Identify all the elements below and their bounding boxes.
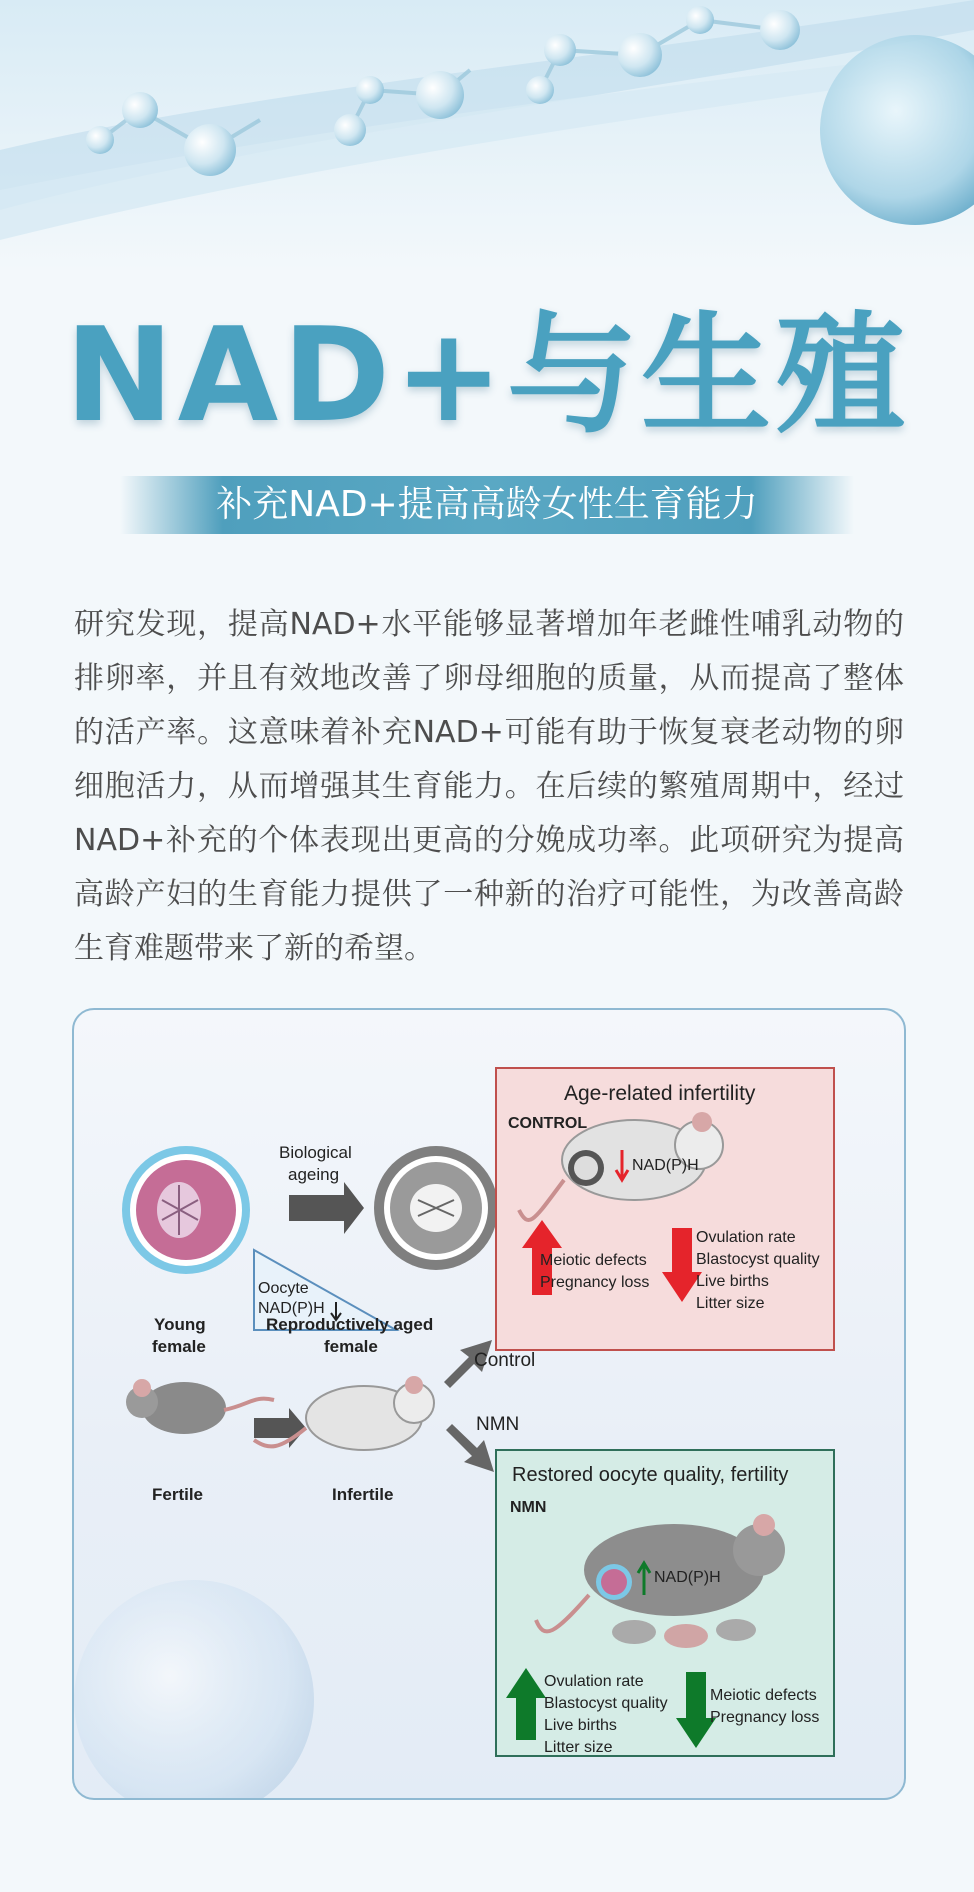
oocyte-label-1: Oocyte	[258, 1280, 309, 1297]
infertile-label: Infertile	[332, 1485, 394, 1504]
nmn-down-item-2: Pregnancy loss	[710, 1709, 820, 1726]
nmn-tag: NMN	[510, 1499, 547, 1516]
nmn-up-item-4: Litter size	[544, 1739, 613, 1756]
young-female-label-2: female	[152, 1337, 206, 1356]
bio-ageing-label-2: ageing	[288, 1165, 340, 1184]
fertile-label: Fertile	[152, 1485, 204, 1504]
control-arrow-label: Control	[474, 1350, 536, 1371]
aged-oocyte-icon	[374, 1146, 498, 1270]
young-female-label-1: Young	[154, 1315, 206, 1334]
page-subtitle: 补充NAD+提高高龄女性生育能力	[120, 476, 854, 534]
body-paragraph: 研究发现，提高NAD+水平能够显著增加年老雌性哺乳动物的排卵率，并且有效地改善了卵母细胞的质量，从而提高了整体的活产率。这意味着补充NAD+可能有助于恢复衰老动物的卵细胞活力，从而增强其生育能力。在后续的繁殖周期中，经过NAD+补充的个体表现出更高的分娩成功率。此项研究为提高高龄产妇的生育能力提供了一种新的治疗可能性，为改善高龄生育难题带来了新的希望。	[74, 607, 904, 966]
nmn-box-title: Restored oocyte quality, fertility	[512, 1464, 789, 1486]
control-box-title: Age-related infertility	[564, 1082, 756, 1105]
control-up-item-2: Pregnancy loss	[540, 1274, 650, 1291]
nmn-arrow-label: NMN	[476, 1414, 520, 1435]
bio-ageing-label-1: Biological	[279, 1143, 352, 1162]
control-down-item-3: Live births	[696, 1273, 769, 1290]
control-box	[496, 1068, 834, 1350]
ageing-arrow-icon	[289, 1182, 364, 1234]
page-title: NAD+与生殖	[64, 299, 910, 451]
top-molecule-banner	[0, 0, 974, 270]
young-to-aged-arrow-icon	[254, 1408, 306, 1448]
control-down-item-1: Ovulation rate	[696, 1229, 796, 1246]
nmn-nadph-label: NAD(P)H	[654, 1569, 721, 1586]
control-nadph-label: NAD(P)H	[632, 1157, 699, 1174]
young-oocyte-icon	[122, 1146, 250, 1274]
decor-bubble-icon	[74, 1580, 314, 1798]
control-up-item-1: Meiotic defects	[540, 1252, 647, 1269]
research-figure	[72, 1008, 906, 1800]
nmn-up-item-2: Blastocyst quality	[544, 1695, 668, 1712]
aged-female-label-2: female	[324, 1337, 378, 1356]
young-mouse-icon	[126, 1379, 274, 1434]
nmn-up-item-1: Ovulation rate	[544, 1673, 644, 1690]
control-tag: CONTROL	[508, 1115, 588, 1132]
nmn-up-item-3: Live births	[544, 1717, 617, 1734]
oocyte-label-2: NAD(P)H	[258, 1300, 325, 1317]
control-down-item-4: Litter size	[696, 1295, 765, 1312]
control-down-item-2: Blastocyst quality	[696, 1251, 820, 1268]
aged-mouse-icon	[254, 1376, 434, 1450]
aged-female-label-1: Reproductively aged	[266, 1315, 434, 1334]
nmn-box	[496, 1450, 834, 1756]
nmn-down-item-1: Meiotic defects	[710, 1687, 817, 1704]
